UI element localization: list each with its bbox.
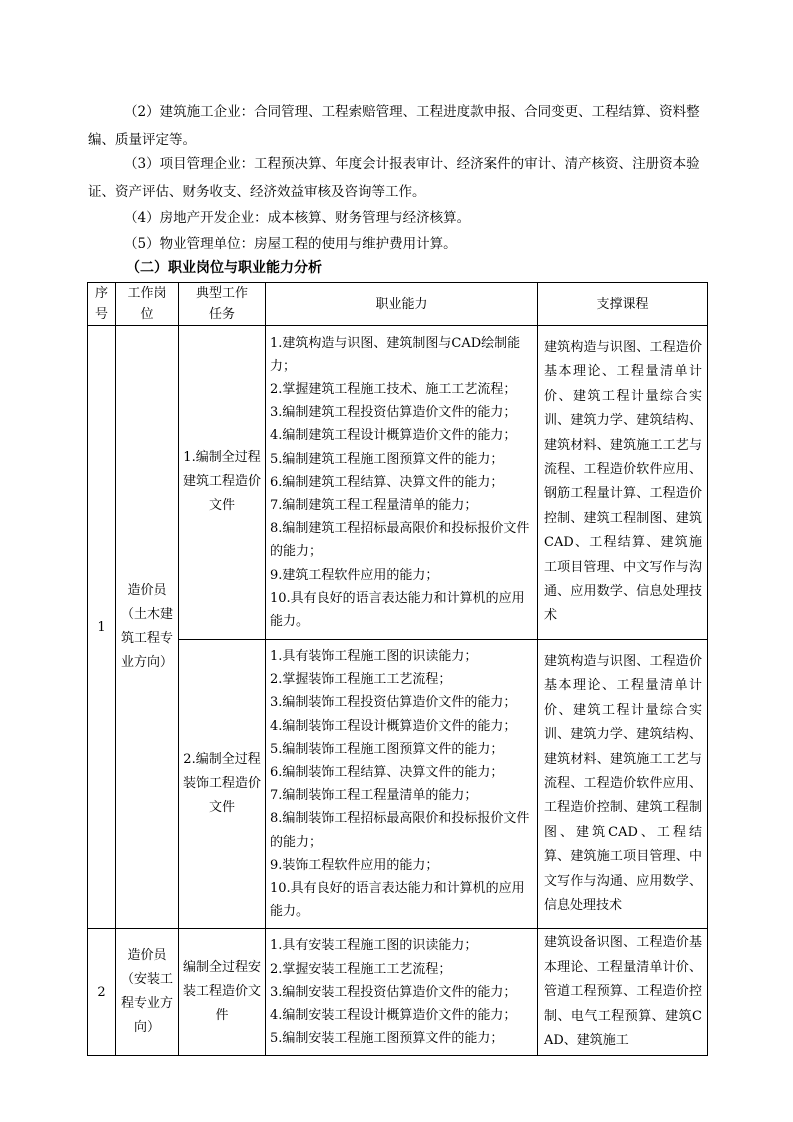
table-row [88,929,708,1056]
row-abilities [266,929,538,1056]
paragraph-construction-enterprise: （2）建筑施工企业：合同管理、工程索赔管理、工程进度款申报、合同变更、工程结算、资料整编、质量评定等。 [88,104,700,148]
row-seq: 1 [88,326,116,929]
ability-item: 5.编制建筑工程施工图预算文件的能力； [270,451,504,467]
row-courses: 建筑构造与识图、工程造价基本理论、工程量清单计价、建筑工程计量综合实训、建筑力学、建筑结构、建筑材料、建筑施工工艺与流程、工程造价软件应用、工程造价控制、建筑工程制图、建筑CAD、工程结算、建筑施工项目管理、中文写作与沟通、应用数学、信息处理技术 [538,639,708,928]
ability-item: 6.编制装饰工程结算、决算文件的能力； [270,764,504,780]
ability-item: 4.编制安装工程设计概算造价文件的能力； [270,1007,517,1023]
row-abilities [266,326,538,640]
row-courses: 建筑设备识图、工程造价基本理论、工程量清单计价、管道工程预算、工程造价控制、电气工程预算、建筑CAD、建筑施工 [538,929,708,1056]
ability-item: 3.编制建筑工程投资估算造价文件的能力； [270,405,517,421]
paragraph-project-management-enterprise: （3）项目管理企业：工程预决算、年度会计报表审计、经济案件的审计、清产核资、注册资本验证、资产评估、财务收支、经济效益审核及咨询等工作。 [88,156,700,200]
ability-item: 3.编制装饰工程投资估算造价文件的能力； [270,695,517,711]
ability-item: 4.编制建筑工程设计概算造价文件的能力； [270,428,517,444]
ability-item: 2.掌握安装工程施工工艺流程； [270,961,452,977]
paragraph-property-management: （5）物业管理单位：房屋工程的使用与维护费用计算。 [124,236,457,252]
ability-item: 2.掌握建筑工程施工技术、施工工艺流程； [270,382,517,398]
row-task: 编制全过程安装工程造价文件 [179,929,266,1056]
ability-item: 7.编制建筑工程工程量清单的能力； [270,498,478,514]
header-post: 工作岗位 [116,283,179,326]
career-ability-table [87,282,708,1056]
row-task: 1.编制全过程建筑工程造价文件 [179,326,266,640]
ability-item: 1.具有装饰工程施工图的识读能力； [270,648,478,664]
row-post: 造价员（安装工程专业方向） [116,929,179,1056]
ability-item: 10.具有良好的语言表达能力和计算机的应用能力。 [270,590,525,630]
header-seq: 序号 [88,283,116,326]
row-post: 造价员（土木建筑工程专业方向） [116,326,179,929]
row-task: 2.编制全过程装饰工程造价文件 [179,639,266,928]
header-task: 典型工作任务 [179,283,266,326]
ability-item: 1.具有安装工程施工图的识读能力； [270,938,478,954]
row-seq: 2 [88,929,116,1056]
row-abilities [266,639,538,928]
table-header-row [88,283,708,326]
section-heading: （二）职业岗位与职业能力分析 [126,260,322,276]
ability-item: 6.编制建筑工程结算、决算文件的能力； [270,474,504,490]
ability-item: 1.建筑构造与识图、建筑制图与CAD绘制能力； [270,335,521,374]
ability-item: 3.编制安装工程投资估算造价文件的能力； [270,984,517,1000]
ability-item: 4.编制装饰工程设计概算造价文件的能力； [270,718,517,734]
ability-item: 9.装饰工程软件应用的能力； [270,857,439,873]
ability-item: 8.编制建筑工程招标最高限价和投标报价文件的能力； [270,521,530,560]
ability-item: 2.掌握装饰工程施工工艺流程； [270,672,452,688]
ability-item: 10.具有良好的语言表达能力和计算机的应用能力。 [270,880,525,920]
header-ability: 职业能力 [266,283,538,326]
ability-item: 7.编制装饰工程工程量清单的能力； [270,788,478,804]
table-row [88,326,708,640]
row-courses: 建筑构造与识图、工程造价基本理论、工程量清单计价、建筑工程计量综合实训、建筑力学、建筑结构、建筑材料、建筑施工工艺与流程、工程造价软件应用、钢筋工程量计算、工程造价控制、建筑工程制图、建筑CAD、工程结算、建筑施工项目管理、中文写作与沟通、应用数学、信息处理技术 [538,326,708,640]
ability-item: 8.编制装饰工程招标最高限价和投标报价文件的能力； [270,811,530,850]
paragraph-real-estate-enterprise: （4）房地产开发企业：成本核算、财务管理与经济核算。 [124,210,471,226]
ability-item: 5.编制安装工程施工图预算文件的能力； [270,1031,504,1047]
ability-item: 5.编制装饰工程施工图预算文件的能力； [270,741,504,757]
header-course: 支撑课程 [538,283,708,326]
table-row [88,639,708,928]
ability-item: 9.建筑工程软件应用的能力； [270,567,439,583]
